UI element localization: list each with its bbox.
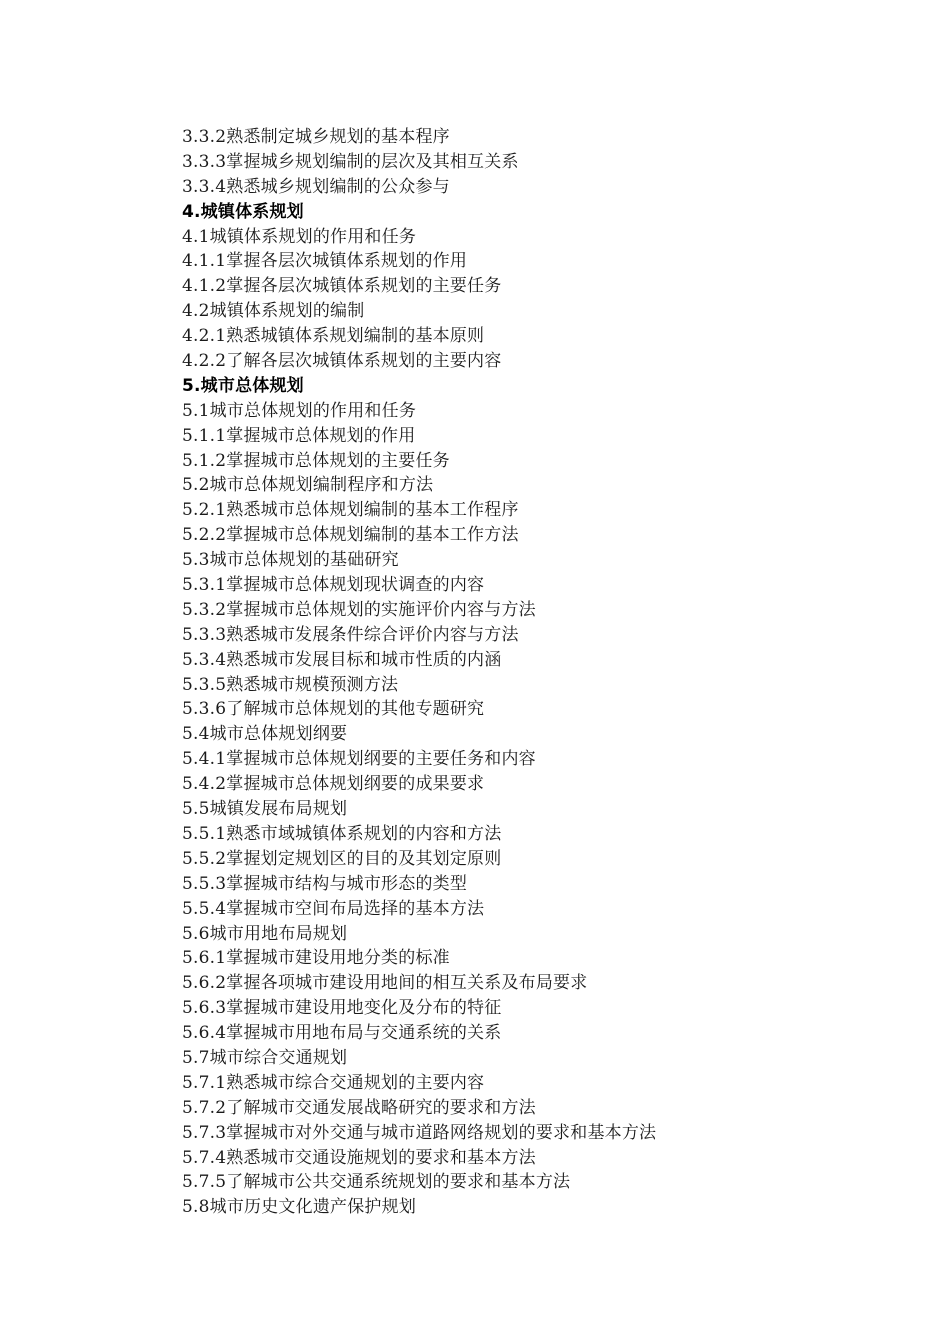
- outline-item: 5.3城市总体规划的基础研究: [182, 550, 399, 571]
- outline-item: 5.7.1熟悉城市综合交通规划的主要内容: [182, 1072, 485, 1093]
- outline-item: 5.5.4掌握城市空间布局选择的基本方法: [182, 898, 485, 919]
- outline-item: 5.3.4熟悉城市发展目标和城市性质的内涵: [182, 649, 502, 670]
- outline-item: 5.2.2掌握城市总体规划编制的基本工作方法: [182, 525, 519, 546]
- outline-item: 5.6.4掌握城市用地布局与交通系统的关系: [182, 1023, 502, 1044]
- outline-item: 3.3.2熟悉制定城乡规划的基本程序: [182, 127, 450, 147]
- outline-item: 5.3.6了解城市总体规划的其他专题研究: [182, 699, 485, 720]
- outline-item: 3.3.4熟悉城乡规划编制的公众参与: [182, 176, 450, 197]
- outline-item: 5.6.3掌握城市建设用地变化及分布的特征: [182, 998, 502, 1019]
- outline-item: 5.8城市历史文化遗产保护规划: [182, 1197, 417, 1218]
- outline-item: 5.5.3掌握城市结构与城市形态的类型: [182, 873, 468, 894]
- outline-item: 5.7.3掌握城市对外交通与城市道路网络规划的要求和基本方法: [182, 1122, 657, 1143]
- outline-item: 5.1城市总体规划的作用和任务: [182, 400, 417, 421]
- outline-item: 5.4.1掌握城市总体规划纲要的主要任务和内容: [182, 749, 536, 770]
- outline-item: 5.7.2了解城市交通发展战略研究的要求和方法: [182, 1097, 536, 1118]
- outline-item: 5.2.1熟悉城市总体规划编制的基本工作程序: [182, 500, 519, 521]
- outline-item: 5.5.1熟悉市域城镇体系规划的内容和方法: [182, 823, 502, 844]
- outline-item: 4.2.2了解各层次城镇体系规划的主要内容: [182, 351, 502, 372]
- outline-item: 4.2.1熟悉城镇体系规划编制的基本原则: [182, 326, 485, 347]
- outline-item: 5.3.2掌握城市总体规划的实施评价内容与方法: [182, 599, 536, 620]
- section-heading: 4.城镇体系规划: [182, 201, 304, 222]
- outline-item: 5.3.1掌握城市总体规划现状调查的内容: [182, 575, 485, 596]
- outline-item: 5.4.2掌握城市总体规划纲要的成果要求: [182, 774, 485, 795]
- outline-item: 3.3.3掌握城乡规划编制的层次及其相互关系: [182, 151, 519, 172]
- outline-item: 5.6.1掌握城市建设用地分类的标准: [182, 948, 450, 969]
- outline-item: 5.3.3熟悉城市发展条件综合评价内容与方法: [182, 624, 519, 645]
- outline-item: 5.3.5熟悉城市规模预测方法: [182, 674, 399, 695]
- outline-item: 5.6.2掌握各项城市建设用地间的相互关系及布局要求: [182, 973, 588, 994]
- outline-item: 4.1.1掌握各层次城镇体系规划的作用: [182, 251, 468, 272]
- outline-item: 5.6城市用地布局规划: [182, 923, 348, 944]
- outline-item: 5.7城市综合交通规划: [182, 1047, 348, 1068]
- outline-item: 5.4城市总体规划纲要: [182, 724, 348, 745]
- outline-item: 5.5.2掌握划定规划区的目的及其划定原则: [182, 848, 502, 869]
- outline-item: 5.1.1掌握城市总体规划的作用: [182, 425, 416, 446]
- outline-item: 5.1.2掌握城市总体规划的主要任务: [182, 450, 450, 471]
- outline-item: 5.2城市总体规划编制程序和方法: [182, 475, 434, 496]
- outline-item: 5.5城镇发展布局规划: [182, 799, 348, 820]
- outline-item: 4.2城镇体系规划的编制: [182, 301, 365, 322]
- outline-text-block: [182, 125, 882, 1220]
- outline-item: 5.7.5了解城市公共交通系统规划的要求和基本方法: [182, 1172, 571, 1193]
- outline-item: 4.1城镇体系规划的作用和任务: [182, 226, 417, 247]
- section-heading: 5.城市总体规划: [182, 375, 304, 396]
- outline-item: 5.7.4熟悉城市交通设施规划的要求和基本方法: [182, 1147, 536, 1168]
- outline-item: 4.1.2掌握各层次城镇体系规划的主要任务: [182, 276, 502, 297]
